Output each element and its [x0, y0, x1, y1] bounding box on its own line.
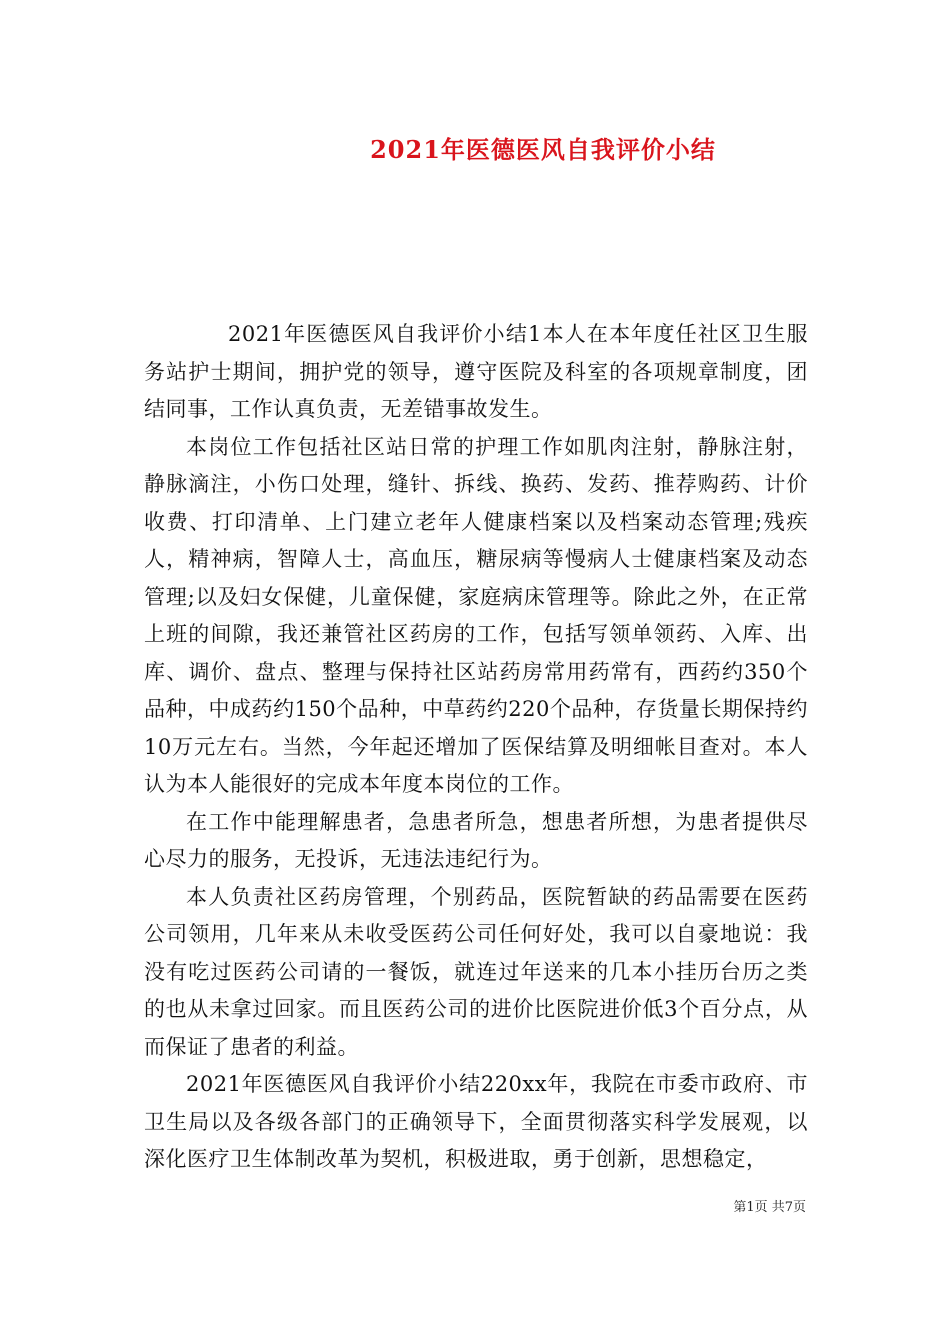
paragraph-2: 本岗位工作包括社区站日常的护理工作如肌肉注射，静脉注射，静脉滴注，小伤口处理，缝针、拆线、换药、发药、推荐购药、计价收费、打印清单、上门建立老年人健康档案以及档案动态管理;残疾人，精神病，智障人士，高血压，糖尿病等慢病人士健康档案及动态管理;以及妇女保健，儿童保健，家庭病床管理等。除此之外，在正常上班的间隙，我还兼管社区药房的工作，包括写领单领药、入库、出库、调价、盘点、整理与保持社区站药房常用药常有，西药约350个品种，中成药约150个品种，中草药约220个品种，存货量长期保持约10万元左右。当然，今年起还增加了医保结算及明细帐目查对。本人认为本人能很好的完成本年度本岗位的工作。: [144, 434, 808, 796]
document-title: 2021年医德医风自我评价小结: [370, 135, 716, 164]
page-number-footer: 第1页 共7页: [733, 1200, 806, 1215]
paragraph-3: 在工作中能理解患者，急患者所急，想患者所想，为患者提供尽心尽力的服务，无投诉，无违法违纪行为。: [144, 809, 808, 871]
paragraph-1: 2021年医德医风自我评价小结1本人在本年度任社区卫生服务站护士期间，拥护党的领导，遵守医院及科室的各项规章制度，团结同事，工作认真负责，无差错事故发生。: [144, 322, 808, 421]
paragraph-5: 2021年医德医风自我评价小结220xx年，我院在市委市政府、市卫生局以及各级各部门的正确领导下，全面贯彻落实科学发展观，以深化医疗卫生体制改革为契机，积极进取，勇于创新，思想稳定，: [144, 1072, 808, 1171]
paragraph-4: 本人负责社区药房管理，个别药品，医院暂缺的药品需要在医药公司领用，几年来从未收受医药公司任何好处，我可以自豪地说：我没有吃过医药公司请的一餐饭，就连过年送来的几本小挂历台历之类的也从未拿过回家。而且医药公司的进价比医院进价低3个百分点，从而保证了患者的利益。: [144, 884, 808, 1059]
document-body: [144, 316, 808, 1179]
